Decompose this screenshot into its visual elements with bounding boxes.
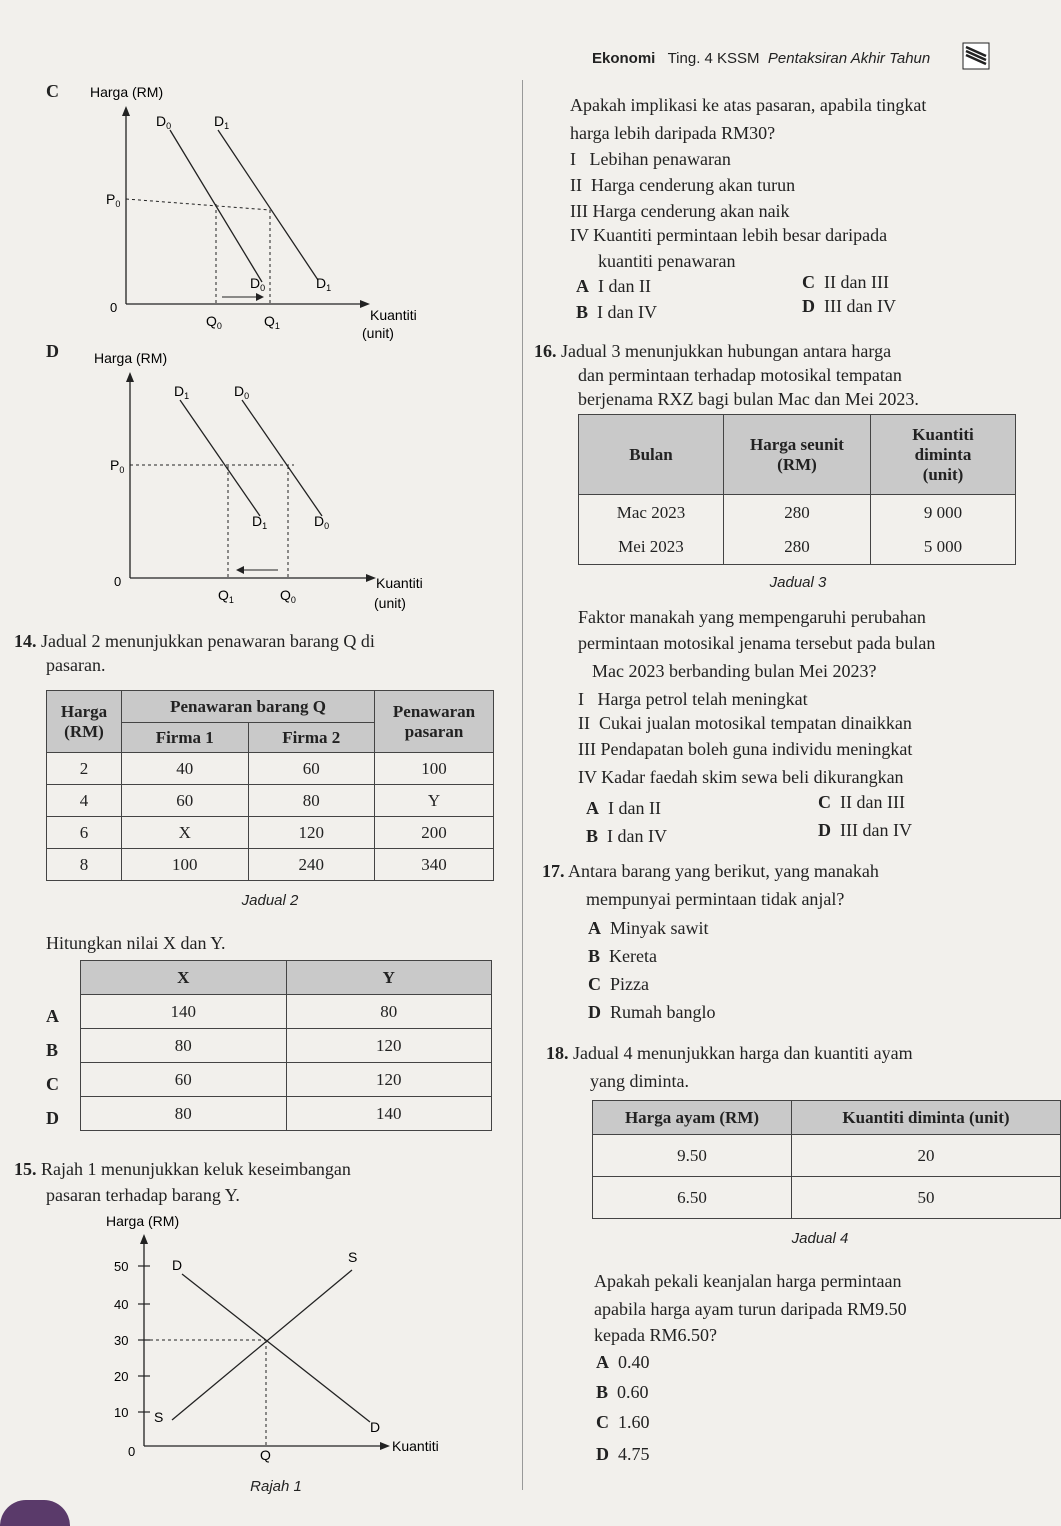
graph-d-d1-top-sub: 1	[184, 391, 190, 401]
q15-text2: pasaran terhadap barang Y.	[46, 1185, 240, 1205]
j3-header-harga	[724, 415, 871, 495]
j2-cell: 240	[248, 849, 375, 881]
q15-option-b[interactable]	[576, 302, 657, 323]
rajah-1-tick-40: 40	[114, 1297, 129, 1312]
j2-cell: 2	[47, 753, 122, 785]
graph-d-origin: 0	[114, 574, 122, 589]
header-level: Ting. 4 KSSM	[667, 50, 760, 67]
rajah-1-tick-50: 50	[114, 1259, 129, 1274]
column-divider	[522, 80, 523, 1490]
table-row	[47, 849, 494, 881]
table-row	[47, 785, 494, 817]
graph-c-p0: P	[106, 191, 116, 207]
q18-question2: apabila harga ayam turun daripada RM9.50	[594, 1299, 907, 1319]
j2-cell: 60	[122, 785, 249, 817]
q16-s1-n: I	[578, 689, 584, 709]
q15-a-t: I dan II	[598, 276, 651, 296]
j2-cell: 40	[122, 753, 249, 785]
q15-s4-n: IV	[570, 225, 589, 245]
jadual-2-table	[46, 690, 494, 881]
j4-header-kuantiti: Kuantiti diminta (unit)	[792, 1101, 1061, 1135]
q14-option-d[interactable]	[81, 1097, 492, 1131]
q15-b-t: I dan IV	[597, 302, 657, 322]
q18-c-t: 1.60	[618, 1412, 650, 1432]
rajah-1-demand-curve	[182, 1274, 370, 1422]
rajah-1-s-bot: S	[154, 1409, 164, 1425]
j4-header-harga: Harga ayam (RM)	[593, 1101, 792, 1135]
graph-c-p0-line	[126, 199, 270, 210]
j3-cell: 5 000	[871, 531, 1016, 565]
q18-a-t: 0.40	[618, 1352, 650, 1372]
q14-number: 14.	[14, 631, 37, 651]
graph-d-d0-top-sub: 0	[244, 391, 250, 401]
q14-c-y: 120	[286, 1063, 492, 1097]
graph-d-p0: P	[110, 457, 120, 473]
q16-s3-n: III	[578, 739, 596, 759]
q18-b-l: B	[596, 1382, 609, 1402]
graph-d-letter: D	[46, 341, 59, 361]
svg-text:D1	[174, 383, 189, 401]
q17-line1	[542, 858, 879, 884]
table-row	[579, 531, 1016, 565]
page-header	[592, 50, 930, 67]
j2-header-pasaran	[375, 691, 494, 753]
q16-number: 16.	[534, 341, 557, 361]
j2-header-harga	[47, 691, 122, 753]
j2-header-firma2: Firma 2	[248, 723, 375, 753]
q16-option-b[interactable]	[586, 826, 667, 847]
graph-c-x-arrow	[360, 300, 370, 308]
q16-d-t: III dan IV	[840, 820, 912, 840]
q16-c-t: II dan III	[840, 792, 905, 812]
q17-option-c[interactable]	[588, 974, 649, 995]
svg-text:D1	[214, 113, 229, 131]
q15-s1-n: I	[570, 149, 576, 169]
svg-text:P0	[110, 457, 124, 475]
graph-d-ylabel: Harga (RM)	[94, 350, 168, 366]
rajah-1-d-bot: D	[370, 1419, 381, 1435]
svg-text:Q0	[206, 313, 222, 331]
j2-h-pas1: Penawaran	[392, 701, 476, 721]
j2-cell: 8	[47, 849, 122, 881]
q17-b-t: Kereta	[609, 946, 657, 966]
rajah-1-tick-10: 10	[114, 1405, 129, 1420]
j3-h-harga1: Harga seunit	[750, 434, 844, 454]
q15-statement-1	[570, 146, 731, 172]
q15-option-d[interactable]	[802, 296, 896, 317]
graph-c-q0-sub: 0	[216, 321, 222, 331]
q16-a-l: A	[586, 798, 599, 818]
jadual-2-caption: Jadual 2	[241, 892, 299, 909]
graph-d-d0-top: D	[234, 383, 245, 399]
graph-d-d1-top: D	[174, 383, 185, 399]
j3-cell: Mei 2023	[579, 531, 724, 565]
j3-h-k2: diminta	[914, 444, 972, 464]
rajah-1-tick-0: 0	[128, 1444, 136, 1459]
j3-header-kuantiti	[871, 415, 1016, 495]
graph-d-p0-sub: 0	[119, 465, 125, 475]
q17-c-l: C	[588, 974, 601, 994]
j4-cell: 9.50	[593, 1135, 792, 1177]
q16-s4-t: Kadar faedah skim sewa beli dikurangkan	[601, 767, 904, 787]
j2-header-firma1: Firma 1	[122, 723, 249, 753]
graph-d-q0-sub: 0	[290, 595, 296, 605]
graph-d-shift-arrowhead	[236, 566, 244, 574]
graph-d-d0-bot: D	[314, 513, 325, 529]
q14-answer-table	[80, 960, 492, 1131]
svg-text:Q1	[264, 313, 280, 331]
graph-d-y-arrow	[126, 372, 134, 382]
q15-s1-t: Lebihan penawaran	[589, 149, 731, 169]
j2-cell: 200	[375, 817, 494, 849]
q15-a-l: A	[576, 276, 589, 296]
q16-s4-n: IV	[578, 767, 597, 787]
j2-cell: 60	[248, 753, 375, 785]
q14-ask: Hitungkan nilai X dan Y.	[46, 933, 226, 953]
graph-c-d1-top: D	[214, 113, 225, 129]
q18-d-l: D	[596, 1444, 609, 1464]
q15-d-l: D	[802, 296, 815, 316]
j2-cell: 6	[47, 817, 122, 849]
corner-tab-decoration	[0, 1500, 70, 1526]
q18-a-l: A	[596, 1352, 609, 1372]
q18-number: 18.	[546, 1043, 569, 1063]
q17-number: 17.	[542, 861, 565, 881]
q14-c-x: 60	[81, 1063, 287, 1097]
q16-s2-t: Cukai jualan motosikal tempatan dinaikkan	[599, 713, 912, 733]
rajah-1-xlabel: Kuantiti	[392, 1438, 439, 1454]
graph-c-letter: C	[46, 81, 59, 101]
rajah-1-caption: Rajah 1	[250, 1478, 302, 1495]
rajah-1-d-top: D	[172, 1257, 183, 1273]
j2-cell: Y	[375, 785, 494, 817]
q17-option-d[interactable]	[588, 1002, 716, 1023]
q16-a-t: I dan II	[608, 798, 661, 818]
q15-s3-n: III	[570, 201, 588, 221]
q15-question1: Apakah implikasi ke atas pasaran, apabila tingkat	[570, 95, 927, 115]
q18-text2: yang diminta.	[590, 1071, 689, 1091]
q16-s2-n: II	[578, 713, 590, 733]
graph-d-xlabel: Kuantiti	[376, 575, 423, 591]
table-row	[593, 1177, 1061, 1219]
rajah-1-s-top: S	[348, 1249, 358, 1265]
q16-option-d[interactable]	[818, 820, 912, 841]
j4-cell: 50	[792, 1177, 1061, 1219]
j2-cell: 4	[47, 785, 122, 817]
q14-text	[14, 628, 375, 654]
q17-option-b[interactable]	[588, 946, 657, 967]
q14-d-x: 80	[81, 1097, 287, 1131]
q15-s2-t: Harga cenderung akan turun	[591, 175, 796, 195]
q18-option-c[interactable]	[596, 1412, 650, 1433]
jadual-3-caption: Jadual 3	[769, 574, 827, 591]
graph-c-ylabel: Harga (RM)	[90, 84, 164, 100]
svg-text:P0	[106, 191, 120, 209]
q15-statement-3	[570, 198, 790, 224]
j4-cell: 20	[792, 1135, 1061, 1177]
graph-d-xunit: (unit)	[374, 595, 406, 611]
q16-statement-4	[578, 764, 904, 790]
j2-h-harga1: Harga	[60, 701, 108, 721]
j3-cell: 280	[724, 495, 871, 531]
rajah-1-graph	[100, 1210, 460, 1470]
graph-c-d0-bot-sub: 0	[260, 283, 266, 293]
graph-c-q1-sub: 1	[274, 321, 280, 331]
rajah-1-ylabel: Harga (RM)	[106, 1213, 180, 1229]
q15-text1: Rajah 1 menunjukkan keluk keseimbangan	[41, 1159, 351, 1179]
q14-text2: pasaran.	[46, 655, 106, 675]
q15-c-l: C	[802, 272, 815, 292]
q18-line1	[546, 1040, 913, 1066]
j4-cell: 6.50	[593, 1177, 792, 1219]
svg-text:D1	[252, 513, 267, 531]
q14-text1: Jadual 2 menunjukkan penawaran barang Q di	[41, 631, 375, 651]
header-title: Pentaksiran Akhir Tahun	[767, 50, 931, 67]
q16-d-l: D	[818, 820, 831, 840]
q14-b-y: 120	[286, 1029, 492, 1063]
q15-number: 15.	[14, 1159, 37, 1179]
graph-c-d1-top-sub: 1	[224, 121, 230, 131]
graph-d-q0: Q	[280, 587, 291, 603]
q16-b-l: B	[586, 826, 599, 846]
j2-cell: X	[122, 817, 249, 849]
q17-c-t: Pizza	[610, 974, 649, 994]
q16-text3: berjenama RXZ bagi bulan Mac dan Mei 2023.	[578, 389, 919, 409]
q17-d-l: D	[588, 1002, 601, 1022]
q14-option-c[interactable]	[81, 1063, 492, 1097]
q17-text1: Antara barang yang berikut, yang manakah	[568, 861, 879, 881]
q14-ans-header-x: X	[81, 961, 287, 995]
q16-option-c[interactable]	[818, 792, 905, 813]
q15-text	[14, 1156, 351, 1182]
svg-text:Q1	[218, 587, 234, 605]
q14-option-c-letter[interactable]: C	[46, 1074, 59, 1094]
j2-header-penawaran: Penawaran barang Q	[122, 691, 375, 723]
graph-c-xunit: (unit)	[362, 325, 394, 341]
q16-statement-1	[578, 686, 808, 712]
q15-statement-2	[570, 172, 795, 198]
q15-d-t: III dan IV	[824, 296, 896, 316]
q16-question1: Faktor manakah yang mempengaruhi perubahan	[578, 607, 926, 627]
graph-c-d0-top: D	[156, 113, 167, 129]
q14-ans-header-y: Y	[286, 961, 492, 995]
q16-question3: Mac 2023 berbanding bulan Mei 2023?	[592, 661, 877, 681]
rajah-1-supply-curve	[172, 1270, 352, 1420]
graph-c-curve-d1	[218, 130, 318, 280]
q18-question1: Apakah pekali keanjalan harga permintaan	[594, 1271, 902, 1291]
book-icon	[962, 42, 990, 70]
j3-header-bulan: Bulan	[579, 415, 724, 495]
graph-c-d1-bot-sub: 1	[326, 283, 332, 293]
rajah-1-q-label: Q	[260, 1447, 271, 1463]
q18-c-l: C	[596, 1412, 609, 1432]
q17-option-a[interactable]	[588, 918, 709, 939]
q17-a-l: A	[588, 918, 601, 938]
q16-s1-t: Harga petrol telah meningkat	[597, 689, 808, 709]
q18-option-b[interactable]	[596, 1382, 649, 1403]
graph-d-q1: Q	[218, 587, 229, 603]
q16-text2: dan permintaan terhadap motosikal tempatan	[578, 365, 902, 385]
graph-c-q1: Q	[264, 313, 275, 329]
q18-option-d[interactable]	[596, 1444, 650, 1465]
q16-s3-t: Pendapatan boleh guna individu meningkat	[600, 739, 913, 759]
q15-option-c[interactable]	[802, 272, 889, 293]
rajah-1-y-arrow	[140, 1234, 148, 1244]
q16-text1: Jadual 3 menunjukkan hubungan antara harga	[561, 341, 892, 361]
graph-c-xlabel: Kuantiti	[370, 307, 417, 323]
q16-line1	[534, 338, 891, 364]
q18-b-t: 0.60	[617, 1382, 649, 1402]
header-subject: Ekonomi	[592, 50, 656, 67]
j3-h-k1: Kuantiti	[912, 424, 974, 444]
q15-statement-4b: kuantiti penawaran	[598, 251, 736, 271]
j3-cell: 9 000	[871, 495, 1016, 531]
jadual-4-caption: Jadual 4	[791, 1230, 849, 1247]
j2-h-pas2: pasaran	[404, 721, 464, 741]
svg-text:D0	[234, 383, 249, 401]
graph-d-curve-d0	[242, 400, 322, 516]
graph-c-shift-arrowhead	[256, 293, 264, 301]
q17-text2: mempunyai permintaan tidak anjal?	[586, 889, 845, 909]
q14-a-x: 140	[81, 995, 287, 1029]
q16-question2: permintaan motosikal jenama tersebut pada bulan	[578, 633, 936, 653]
j3-cell: 280	[724, 531, 871, 565]
graph-c-d1-bot: D	[316, 275, 327, 291]
graph-c	[90, 82, 420, 342]
table-row	[593, 1135, 1061, 1177]
q16-b-t: I dan IV	[607, 826, 667, 846]
q15-option-a[interactable]	[576, 276, 651, 297]
j2-cell: 120	[248, 817, 375, 849]
graph-d-x-arrow	[366, 574, 376, 582]
q17-b-l: B	[588, 946, 601, 966]
q15-c-t: II dan III	[824, 272, 889, 292]
q14-b-x: 80	[81, 1029, 287, 1063]
graph-c-q0: Q	[206, 313, 217, 329]
q14-option-d-letter[interactable]: D	[46, 1108, 59, 1128]
j3-h-k3: (unit)	[922, 464, 964, 484]
graph-d-d1-bot: D	[252, 513, 263, 529]
q14-a-y: 80	[286, 995, 492, 1029]
graph-d	[94, 348, 434, 614]
svg-text:D0	[250, 275, 265, 293]
table-row	[47, 753, 494, 785]
q16-option-a[interactable]	[586, 798, 661, 819]
j2-cell: 80	[248, 785, 375, 817]
graph-d-d0-bot-sub: 0	[324, 521, 330, 531]
jadual-4-table	[592, 1100, 1061, 1219]
q14-option-b[interactable]	[81, 1029, 492, 1063]
graph-c-p0-sub: 0	[115, 199, 121, 209]
q16-statement-3	[578, 736, 912, 762]
svg-text:D0	[314, 513, 329, 531]
q18-d-t: 4.75	[618, 1444, 650, 1464]
graph-d-d1-bot-sub: 1	[262, 521, 268, 531]
graph-c-y-arrow	[122, 106, 130, 116]
q15-s4-t: Kuantiti permintaan lebih besar daripada	[593, 225, 888, 245]
j3-cell: Mac 2023	[579, 495, 724, 531]
j2-cell: 100	[122, 849, 249, 881]
q16-statement-2	[578, 710, 912, 736]
rajah-1-x-arrow	[380, 1442, 390, 1450]
graph-c-d0-bot: D	[250, 275, 261, 291]
j2-cell: 100	[375, 753, 494, 785]
table-row	[579, 495, 1016, 531]
svg-text:Q0	[280, 587, 296, 605]
rajah-1-tick-20: 20	[114, 1369, 129, 1384]
j2-h-harga2: (RM)	[64, 721, 104, 741]
graph-d-curve-d1	[180, 400, 260, 516]
graph-c-d0-top-sub: 0	[166, 121, 172, 131]
q16-c-l: C	[818, 792, 831, 812]
q15-s2-n: II	[570, 175, 582, 195]
graph-c-origin: 0	[110, 300, 118, 315]
q18-option-a[interactable]	[596, 1352, 650, 1373]
q15-statement-4	[570, 222, 887, 248]
j2-cell: 340	[375, 849, 494, 881]
q14-d-y: 140	[286, 1097, 492, 1131]
q18-text1: Jadual 4 menunjukkan harga dan kuantiti ayam	[573, 1043, 913, 1063]
q15-b-l: B	[576, 302, 589, 322]
q17-d-t: Rumah banglo	[610, 1002, 716, 1022]
svg-text:D0	[156, 113, 171, 131]
rajah-1-tick-30: 30	[114, 1333, 129, 1348]
q15-s3-t: Harga cenderung akan naik	[592, 201, 790, 221]
q14-option-b-letter[interactable]: B	[46, 1040, 59, 1060]
table-row	[47, 817, 494, 849]
q14-option-a-letter[interactable]: A	[46, 1006, 59, 1026]
q17-a-t: Minyak sawit	[610, 918, 709, 938]
q18-question3: kepada RM6.50?	[594, 1325, 717, 1345]
graph-d-q1-sub: 1	[228, 595, 234, 605]
svg-text:D1	[316, 275, 331, 293]
jadual-3-table	[578, 414, 1016, 565]
q14-option-a[interactable]	[81, 995, 492, 1029]
j3-h-harga2: (RM)	[777, 454, 817, 474]
q15-question2: harga lebih daripada RM30?	[570, 123, 776, 143]
